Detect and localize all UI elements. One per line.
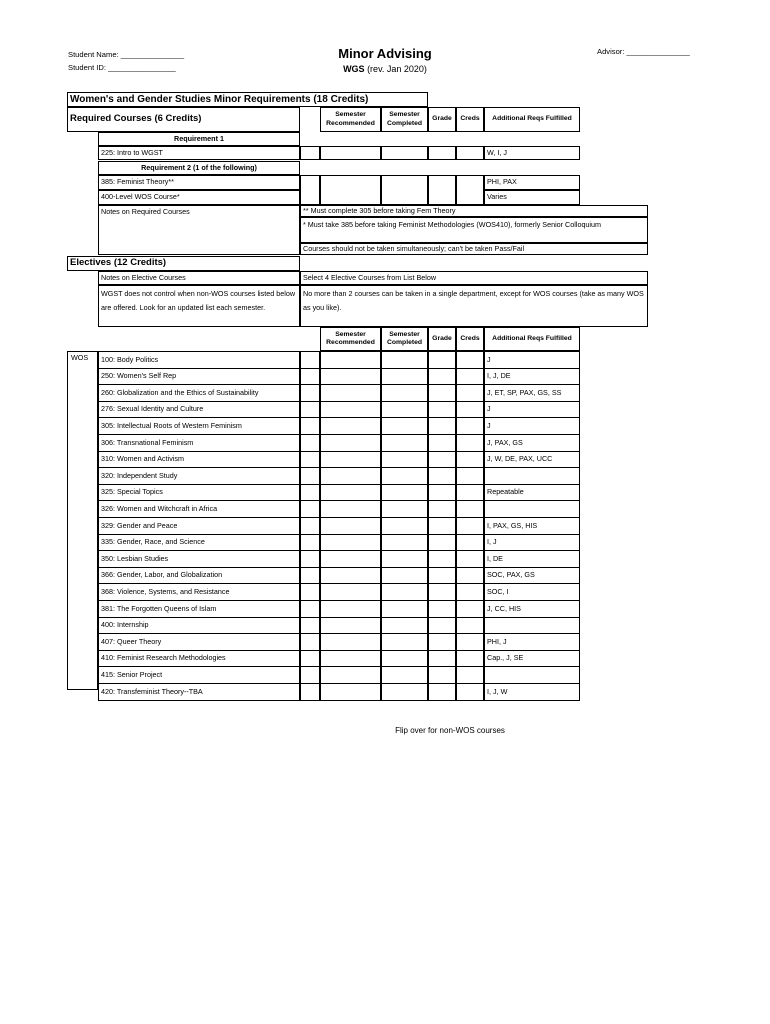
additional-reqs: J (484, 401, 580, 419)
req2-additional-reqs-a: PHI, PAX (484, 175, 580, 190)
semester-recommended[interactable] (320, 583, 381, 601)
additional-reqs: PHI, J (484, 633, 580, 651)
elec-col-additional-reqs: Additional Reqs Fulfilled (484, 327, 580, 351)
creds[interactable] (456, 351, 484, 369)
electives-limit-text: No more than 2 courses can be taken in a single department, except for WOS courses (take as many WOS as you like). (300, 285, 648, 327)
creds[interactable] (456, 517, 484, 535)
spacer-cell (300, 500, 320, 518)
grade[interactable] (428, 417, 456, 435)
creds[interactable] (456, 500, 484, 518)
creds[interactable] (456, 666, 484, 684)
electives-select-text: Select 4 Elective Courses from List Below (300, 271, 648, 285)
additional-reqs: I, J, W (484, 683, 580, 701)
main-title: Women's and Gender Studies Minor Requirements (18 Credits) (67, 92, 428, 107)
additional-reqs: I, PAX, GS, HIS (484, 517, 580, 535)
semester-recommended[interactable] (320, 517, 381, 535)
grade[interactable] (428, 351, 456, 369)
col-additional-reqs: Additional Reqs Fulfilled (484, 107, 580, 132)
creds[interactable] (456, 467, 484, 485)
grade[interactable] (428, 434, 456, 452)
revision-text: (rev. Jan 2020) (364, 64, 427, 74)
semester-completed[interactable] (381, 484, 428, 502)
spacer-cell (300, 534, 320, 552)
course-name: 368: Violence, Systems, and Resistance (98, 583, 300, 601)
req2-course-b: 400-Level WOS Course* (98, 190, 300, 205)
additional-reqs (484, 617, 580, 635)
spacer-cell (300, 666, 320, 684)
req1-semester-completed[interactable] (381, 146, 428, 160)
additional-reqs (484, 467, 580, 485)
course-name: 366: Gender, Labor, and Globalization (98, 567, 300, 585)
semester-recommended[interactable] (320, 666, 381, 684)
department-label: WOS (71, 353, 89, 362)
semester-recommended[interactable] (320, 500, 381, 518)
electives-section-title: Electives (12 Credits) (67, 256, 300, 271)
grade[interactable] (428, 600, 456, 618)
semester-recommended[interactable] (320, 451, 381, 469)
semester-recommended[interactable] (320, 484, 381, 502)
semester-completed[interactable] (381, 500, 428, 518)
req1-course: 225: Intro to WGST (98, 146, 300, 160)
requirement-2-label: Requirement 2 (1 of the following) (98, 161, 300, 175)
semester-completed[interactable] (381, 617, 428, 635)
grade[interactable] (428, 484, 456, 502)
semester-completed[interactable] (381, 368, 428, 386)
course-name: 276: Sexual Identity and Culture (98, 401, 300, 419)
course-name: 400: Internship (98, 617, 300, 635)
spacer-cell (300, 401, 320, 419)
semester-recommended[interactable] (320, 368, 381, 386)
creds[interactable] (456, 600, 484, 618)
req1-additional-reqs: W, I, J (484, 146, 580, 160)
creds[interactable] (456, 650, 484, 668)
grade[interactable] (428, 500, 456, 518)
required-section-title: Required Courses (6 Credits) (67, 107, 300, 132)
required-note-3: Courses should not be taken simultaneously; can't be taken Pass/Fail (300, 243, 648, 255)
semester-completed[interactable] (381, 401, 428, 419)
creds[interactable] (456, 484, 484, 502)
department-cell (67, 351, 98, 690)
spacer-cell (300, 633, 320, 651)
spacer-cell (300, 384, 320, 402)
required-note-2: * Must take 385 before taking Feminist Methodologies (WOS410), formerly Senior Colloquium (300, 217, 648, 243)
spacer-cell (300, 600, 320, 618)
semester-completed[interactable] (381, 467, 428, 485)
semester-recommended[interactable] (320, 617, 381, 635)
col-creds: Creds (456, 107, 484, 132)
course-name: 260: Globalization and the Ethics of Sustainability (98, 384, 300, 402)
student-name-field[interactable]: Student Name: _______________ (68, 50, 185, 59)
spacer-cell (300, 368, 320, 386)
page-subtitle (300, 64, 470, 74)
electives-notes-label: Notes on Elective Courses (98, 271, 300, 285)
course-name: 310: Women and Activism (98, 451, 300, 469)
creds[interactable] (456, 683, 484, 701)
grade[interactable] (428, 401, 456, 419)
semester-completed[interactable] (381, 434, 428, 452)
electives-notes-text: WGST does not control when non-WOS courses listed below are offered. Look for an updated list each semester. (98, 285, 300, 327)
semester-completed[interactable] (381, 600, 428, 618)
spacer-cell (300, 567, 320, 585)
semester-recommended[interactable] (320, 633, 381, 651)
creds[interactable] (456, 550, 484, 568)
semester-completed[interactable] (381, 451, 428, 469)
req2-creds[interactable] (456, 175, 484, 205)
col-semester-recommended: Semester Recommended (320, 107, 381, 132)
creds[interactable] (456, 451, 484, 469)
grade[interactable] (428, 650, 456, 668)
req1-semester-recommended[interactable] (320, 146, 381, 160)
req2-grade[interactable] (428, 175, 456, 205)
semester-recommended[interactable] (320, 567, 381, 585)
required-notes-label: Notes on Required Courses (98, 205, 300, 255)
course-name: 100: Body Politics (98, 351, 300, 369)
course-name: 381: The Forgotten Queens of Islam (98, 600, 300, 618)
creds[interactable] (456, 567, 484, 585)
spacer-cell (300, 683, 320, 701)
semester-completed[interactable] (381, 683, 428, 701)
grade[interactable] (428, 583, 456, 601)
elec-col-creds: Creds (456, 327, 484, 351)
semester-recommended[interactable] (320, 534, 381, 552)
additional-reqs: I, DE (484, 550, 580, 568)
spacer-cell (300, 451, 320, 469)
grade[interactable] (428, 467, 456, 485)
creds[interactable] (456, 583, 484, 601)
spacer-cell (300, 417, 320, 435)
creds[interactable] (456, 368, 484, 386)
additional-reqs: I, J, DE (484, 368, 580, 386)
req2-additional-reqs-b: Varies (484, 190, 580, 205)
col-grade: Grade (428, 107, 456, 132)
semester-completed[interactable] (381, 517, 428, 535)
creds[interactable] (456, 534, 484, 552)
semester-recommended[interactable] (320, 401, 381, 419)
semester-recommended[interactable] (320, 600, 381, 618)
semester-completed[interactable] (381, 650, 428, 668)
elec-col-grade: Grade (428, 327, 456, 351)
additional-reqs: J (484, 417, 580, 435)
additional-reqs: SOC, I (484, 583, 580, 601)
course-name: 335: Gender, Race, and Science (98, 534, 300, 552)
additional-reqs: J, W, DE, PAX, UCC (484, 451, 580, 469)
elec-col-semester-completed: Semester Completed (381, 327, 428, 351)
creds[interactable] (456, 434, 484, 452)
grade[interactable] (428, 368, 456, 386)
semester-completed[interactable] (381, 550, 428, 568)
grade[interactable] (428, 683, 456, 701)
spacer-cell (300, 617, 320, 635)
grade[interactable] (428, 550, 456, 568)
student-id-field[interactable]: Student ID: ________________ (68, 63, 176, 72)
additional-reqs: J (484, 351, 580, 369)
spacer-cell (300, 467, 320, 485)
req2-semester-recommended[interactable] (320, 175, 381, 205)
course-name: 415: Senior Project (98, 666, 300, 684)
creds[interactable] (456, 384, 484, 402)
spacer-cell (300, 517, 320, 535)
additional-reqs: J, ET, SP, PAX, GS, SS (484, 384, 580, 402)
course-name: 410: Feminist Research Methodologies (98, 650, 300, 668)
elec-col-semester-recommended: Semester Recommended (320, 327, 381, 351)
course-name: 306: Transnational Feminism (98, 434, 300, 452)
semester-completed[interactable] (381, 417, 428, 435)
semester-completed[interactable] (381, 351, 428, 369)
additional-reqs (484, 500, 580, 518)
spacer-cell (300, 550, 320, 568)
spacer-cell (300, 650, 320, 668)
student-info (68, 48, 184, 74)
semester-completed[interactable] (381, 534, 428, 552)
spacer-cell (300, 434, 320, 452)
advisor-field[interactable]: Advisor: _______________ (597, 47, 690, 56)
grade[interactable] (428, 451, 456, 469)
semester-recommended[interactable] (320, 550, 381, 568)
semester-recommended[interactable] (320, 417, 381, 435)
program-code: WGS (343, 64, 365, 74)
grade[interactable] (428, 534, 456, 552)
spacer-cell (300, 583, 320, 601)
semester-recommended[interactable] (320, 683, 381, 701)
course-name: 329: Gender and Peace (98, 517, 300, 535)
semester-completed[interactable] (381, 666, 428, 684)
grade[interactable] (428, 567, 456, 585)
course-name: 325: Special Topics (98, 484, 300, 502)
course-name: 350: Lesbian Studies (98, 550, 300, 568)
additional-reqs: SOC, PAX, GS (484, 567, 580, 585)
course-name: 407: Queer Theory (98, 633, 300, 651)
grade[interactable] (428, 633, 456, 651)
semester-recommended[interactable] (320, 384, 381, 402)
req1-spacer-cell (300, 146, 320, 160)
additional-reqs: J, CC, HIS (484, 600, 580, 618)
grade[interactable] (428, 517, 456, 535)
grade[interactable] (428, 384, 456, 402)
creds[interactable] (456, 617, 484, 635)
spacer-cell (300, 484, 320, 502)
required-note-1: ** Must complete 305 before taking Fem Theory (300, 205, 648, 217)
additional-reqs: I, J (484, 534, 580, 552)
grade[interactable] (428, 666, 456, 684)
course-name: 326: Women and Witchcraft in Africa (98, 500, 300, 518)
creds[interactable] (456, 633, 484, 651)
semester-recommended[interactable] (320, 434, 381, 452)
additional-reqs: J, PAX, GS (484, 434, 580, 452)
requirement-1-label: Requirement 1 (98, 132, 300, 146)
semester-completed[interactable] (381, 567, 428, 585)
req2-course-a: 385: Feminist Theory** (98, 175, 300, 190)
semester-completed[interactable] (381, 633, 428, 651)
page-title-block (300, 47, 470, 74)
creds[interactable] (456, 401, 484, 419)
col-semester-completed: Semester Completed (381, 107, 428, 132)
course-name: 305: Intellectual Roots of Western Feminism (98, 417, 300, 435)
req1-creds[interactable] (456, 146, 484, 160)
semester-completed[interactable] (381, 384, 428, 402)
semester-recommended[interactable] (320, 650, 381, 668)
footer-note: Flip over for non-WOS courses (395, 726, 505, 735)
page-title: Minor Advising (338, 46, 432, 61)
additional-reqs (484, 666, 580, 684)
course-name: 250: Women's Self Rep (98, 368, 300, 386)
semester-recommended[interactable] (320, 467, 381, 485)
req2-semester-completed[interactable] (381, 175, 428, 205)
grade[interactable] (428, 617, 456, 635)
additional-reqs: Repeatable (484, 484, 580, 502)
semester-recommended[interactable] (320, 351, 381, 369)
req2-spacer-cell (300, 175, 320, 205)
semester-completed[interactable] (381, 583, 428, 601)
creds[interactable] (456, 417, 484, 435)
course-name: 320: Independent Study (98, 467, 300, 485)
additional-reqs: Cap., J, SE (484, 650, 580, 668)
req1-grade[interactable] (428, 146, 456, 160)
course-name: 420: Transfeminist Theory--TBA (98, 683, 300, 701)
spacer-cell (300, 351, 320, 369)
